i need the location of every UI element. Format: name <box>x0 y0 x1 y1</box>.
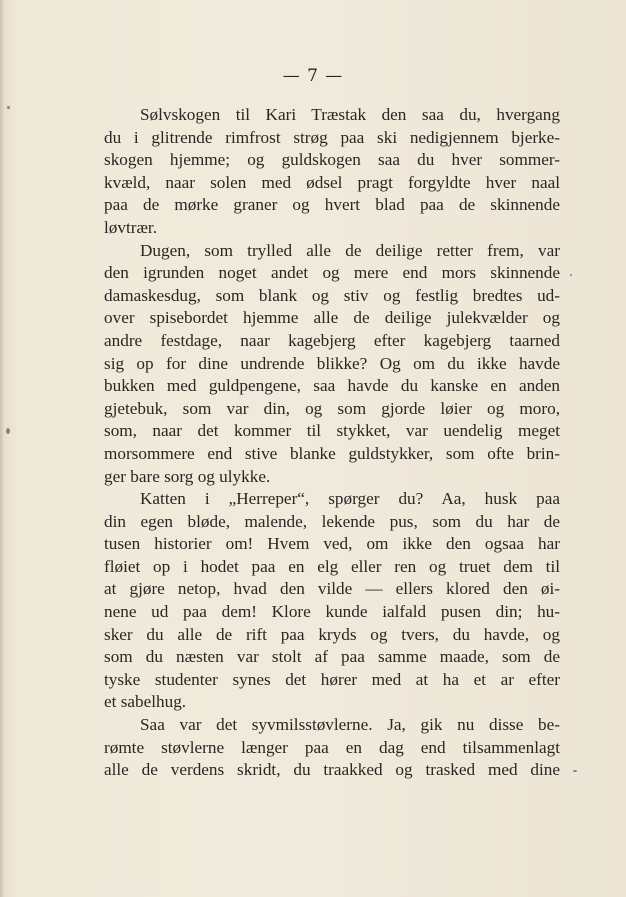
text-line: fløiet op i hodet paa en elg eller ren og truet dem til <box>104 556 560 576</box>
text-line: nene ud paa dem! Klore kunde ialfald pusen din; hu- <box>104 602 560 622</box>
text-line: den igrunden noget andet og mere end mors skinnende <box>104 263 560 283</box>
text-line: alle de verdens skridt, du traakked og trasked med dine <box>104 760 560 780</box>
text-line: andre festdage, naar kagebjerg efter kagebjerg taarned <box>104 330 560 350</box>
margin-speck <box>7 106 10 109</box>
text-line: Dugen, som trylled alle de deilige retter frem, var <box>140 240 560 260</box>
text-line: Katten i „Herreper“, spørger du? Aa, husk paa <box>140 489 560 509</box>
text-line: paa de mørke graner og hvert blad paa de skinnende <box>104 195 560 215</box>
text-line: din egen bløde, malende, lekende pus, som du har de <box>104 511 560 531</box>
text-line: Sølvskogen til Kari Træstak den saa du, hvergang <box>140 105 560 124</box>
paragraph-3 <box>104 488 560 714</box>
text-line: morsommere end stive blanke guldstykker, som ofte brin- <box>104 443 560 463</box>
text-line: sker du alle de rift paa kryds og tvers, du havde, og <box>104 624 560 644</box>
paragraph-2 <box>104 240 560 489</box>
text-line: gjetebuk, som var din, og som gjorde løier og moro, <box>104 398 560 418</box>
text-line: skogen hjemme; og guldskogen saa du hver sommer- <box>104 150 560 170</box>
text-line: som du næsten var stolt af paa samme maade, som de <box>104 647 560 667</box>
text-line: ger bare sorg og ulykke. <box>104 466 271 486</box>
text-line: et sabelhug. <box>104 692 187 712</box>
margin-speck <box>570 274 572 276</box>
margin-speck <box>6 428 10 434</box>
text-line: sig op for dine undrende blikke? Og om du ikke havde <box>104 353 560 373</box>
text-line: kvæld, naar solen med ødsel pragt forgyldte hver naal <box>104 172 560 192</box>
margin-speck <box>573 770 577 772</box>
text-line: tyske studenter synes det hører med at ha et ar efter <box>104 669 560 689</box>
paragraph-1 <box>104 104 560 240</box>
text-line: bukken med guldpengene, saa havde du kanske en anden <box>104 376 560 396</box>
text-line: du i glitrende rimfrost strøg paa ski nedigjennem bjerke- <box>104 127 560 147</box>
text-line: over spisebordet hjemme alle de deilige julekvælder og <box>104 308 560 328</box>
text-line: som, naar det kommer til stykket, var uendelig meget <box>104 421 560 441</box>
page-number: — 7 — <box>282 66 344 86</box>
text-line: at gjøre netop, hvad den vilde — ellers klored den øi- <box>104 579 560 599</box>
text-line: Saa var det syvmilsstøvlerne. Ja, gik nu disse be- <box>140 715 560 735</box>
text-line: løvtrær. <box>104 217 157 237</box>
paragraph-4 <box>104 714 560 782</box>
text-line: rømte støvlerne længer paa en dag end tilsammenlagt <box>104 737 560 757</box>
text-line: tusen historier om! Hvem ved, om ikke den ogsaa har <box>104 534 560 554</box>
text-line: damaskesdug, som blank og stiv og festlig bredtes ud- <box>104 285 560 305</box>
page-edge-shadow <box>0 0 4 897</box>
body-text <box>104 104 560 782</box>
